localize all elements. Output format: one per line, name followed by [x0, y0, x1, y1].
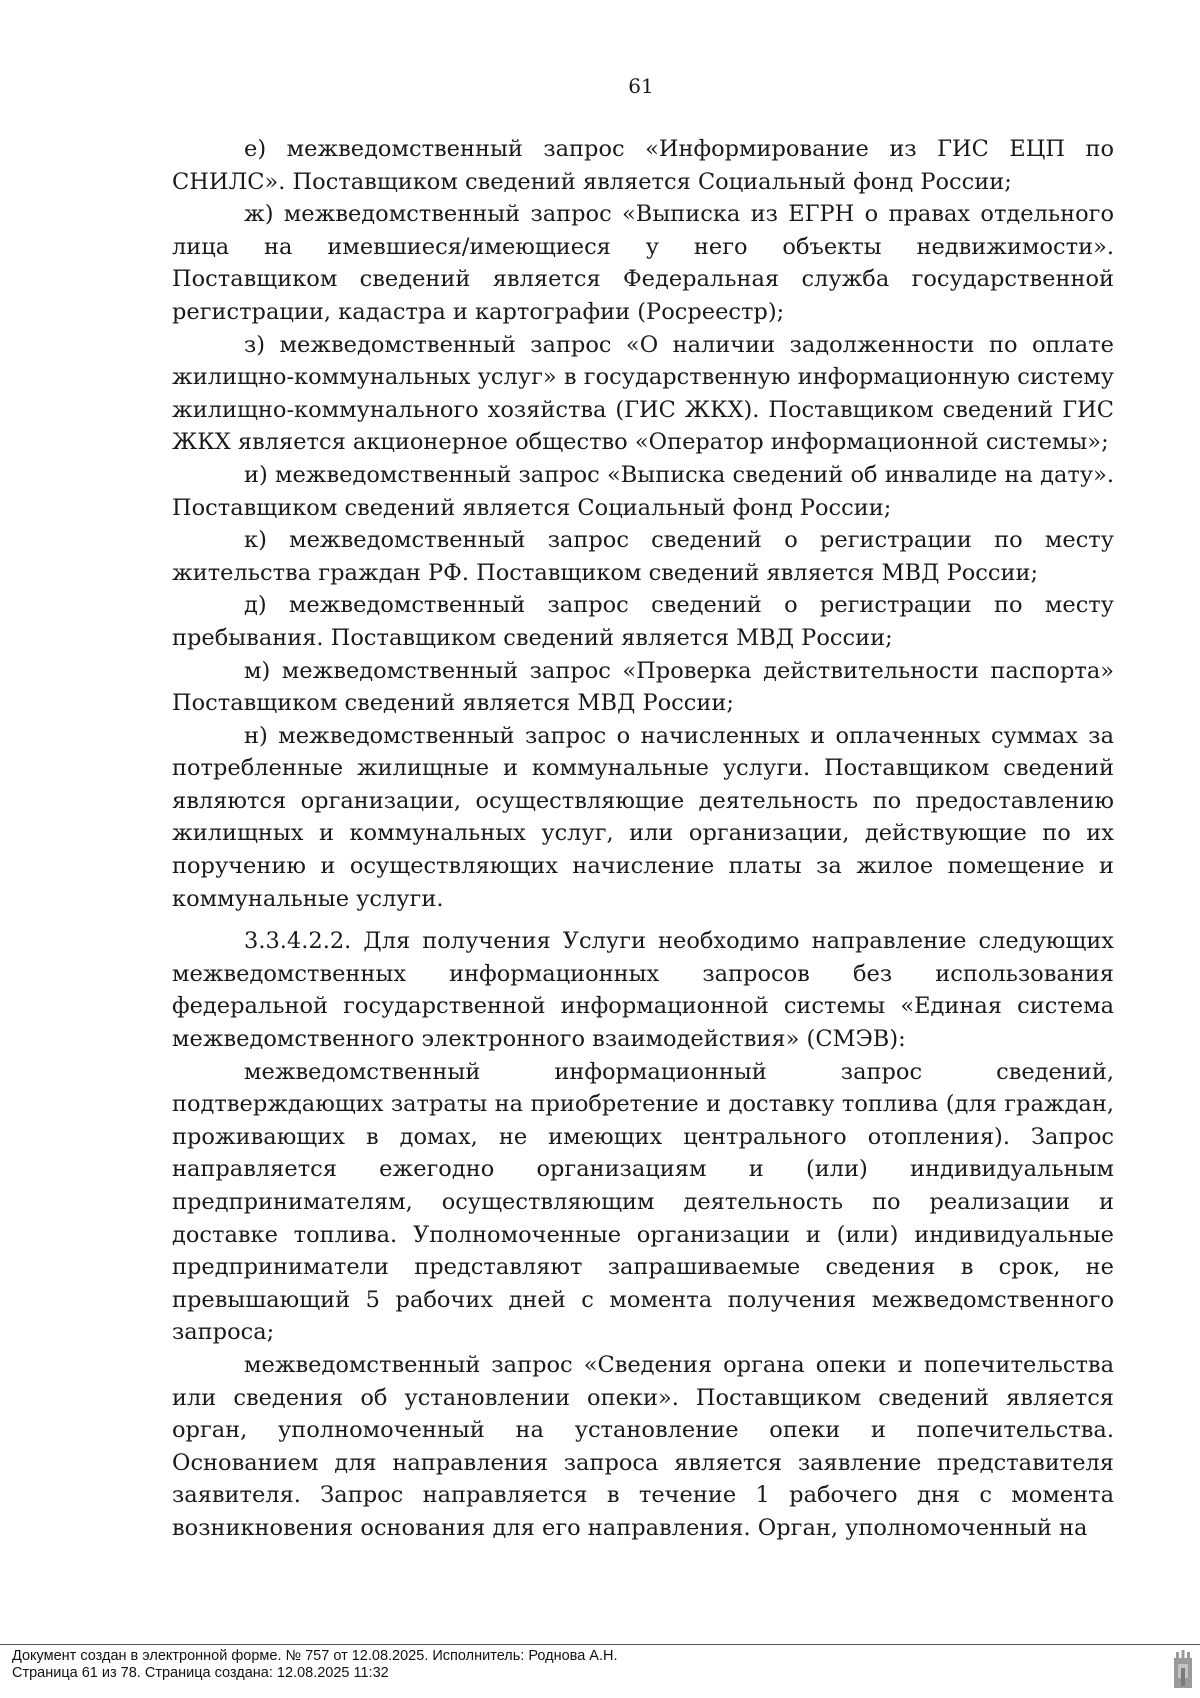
section-3-3-4-2-2: 3.3.4.2.2. Для получения Услуги необходимо направление следующих межведомственных информационных запросов без использования федеральной государственной информационной системы «Единая система межведомственного электронного взаимодействия» (СМЭВ): — [172, 928, 1114, 1053]
paragraph-zh: ж) межведомственный запрос «Выписка из ЕГРН о правах отдельного лица на имевшиеся/имеющиеся у него объекты недвижимости». Поставщиком сведений является Федеральная служба государственной регистрации, кадастра и картографии (Росреестр); — [172, 201, 1114, 325]
coat-of-arms-icon — [1172, 1650, 1194, 1690]
document-body — [172, 133, 1114, 1545]
paragraph-k: к) межведомственный запрос сведений о регистрации по месту жительства граждан РФ. Поставщиком сведений является МВД России; — [172, 527, 1114, 586]
page-number: 61 — [628, 74, 654, 98]
footer-document-info: Документ создан в электронной форме. № 757 от 12.08.2025. Исполнитель: Роднова А.Н. — [12, 1648, 618, 1664]
footer-divider — [0, 1644, 1200, 1645]
paragraph-z: з) межведомственный запрос «О наличии задолженности по оплате жилищно-коммунальных услуг» в государственную информационную систему жилищно-коммунального хозяйства (ГИС ЖКХ). Поставщиком сведений ГИС ЖКХ является акционерное общество «Оператор информационной системы»; — [172, 331, 1114, 456]
footer — [12, 1648, 618, 1682]
paragraph-e: е) межведомственный запрос «Информирование из ГИС ЕЦП по СНИЛС». Поставщиком сведений является Социальный фонд России; — [172, 136, 1114, 195]
paragraph-d: д) межведомственный запрос сведений о регистрации по месту пребывания. Поставщиком сведений является МВД России; — [172, 592, 1114, 651]
footer-page-info: Страница 61 из 78. Страница создана: 12.08.2025 11:32 — [12, 1665, 389, 1681]
paragraph-i: и) межведомственный запрос «Выписка сведений об инвалиде на дату». Поставщиком сведений является Социальный фонд России; — [172, 461, 1114, 521]
paragraph-fuel-request: межведомственный информационный запрос сведений, подтверждающих затраты на приобретение и доставку топлива (для граждан, проживающих в домах, не имеющих центрального отопления). Запрос направляется ежегодно организациям и (или) индивидуальным предпринимателям, осуществляющим деятельность по реализации и доставке топлива. Уполномоченные организации и (или) индивидуальные предприниматели представляют запрашиваемые сведения в срок, не превышающий 5 рабочих дней с момента получения межведомственного запроса; — [172, 1058, 1114, 1346]
paragraph-m: м) межведомственный запрос «Проверка действительности паспорта» Поставщиком сведений является МВД России; — [172, 657, 1114, 717]
paragraph-n: н) межведомственный запрос о начисленных и оплаченных суммах за потребленные жилищные и коммунальные услуги. Поставщиком сведений являются организации, осуществляющие деятельность по предоставлению жилищных и коммунальных услуг, или организации, действующие по их поручению и осуществляющих начисление платы за жилое помещение и коммунальные услуги. — [172, 722, 1114, 912]
paragraph-guardianship-request: межведомственный запрос «Сведения органа опеки и попечительства или сведения об установлении опеки». Поставщиком сведений является орган, уполномоченный на установление опеки и попечительства. Основанием для направления запроса является заявление представителя заявителя. Запрос направляется в течение 1 рабочего дня с момента возникновения основания для его направления. Орган, уполномоченный на — [172, 1351, 1114, 1541]
